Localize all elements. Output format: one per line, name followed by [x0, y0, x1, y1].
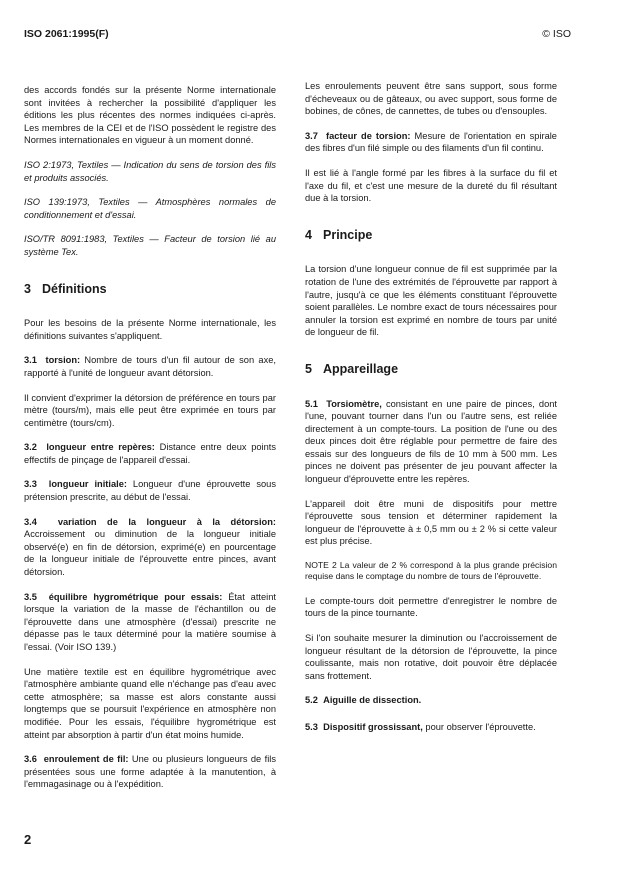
term: longueur entre repères:: [46, 442, 155, 453]
term: Dispositif grossissant,: [323, 722, 423, 732]
clause-5-1-paragraph-4: Si l'on souhaite mesurer la diminution ou l'accroissement de longueur résultant de la détorsion de l'éprouvette, la pince coulissante, mais non rotative, doit pouvoir être déplacée sans frottement.: [305, 633, 557, 681]
definition-3-6-continued: Les enroulements peuvent être sans support, sous forme d'écheveaux ou de gâteaux, ou avec support, sous forme de bobines, de cônes, de cannettes, de tubes ou d'ensouples.: [305, 81, 557, 117]
clause-5-1-paragraph-3: Le compte-tours doit permettre d'enregistrer le nombre de tours de la pince tournante.: [305, 595, 557, 619]
clause-number: 3.2: [24, 442, 37, 453]
section-4-heading: [305, 229, 557, 242]
definition-text: Distance entre deux points effectifs de pinçage de l'appareil d'essai.: [24, 442, 277, 465]
section-number: 4: [305, 227, 312, 242]
clause-5-1-paragraph-2: L'appareil doit être muni de dispositifs pour mettre l'éprouvette sous tension et déterminer rapidement la longueur de l'éprouvette à ± 0,5 mm ou ± 2 % si cette valeur est plus précise.: [305, 498, 557, 547]
definition-3-6: [24, 753, 276, 791]
left-column: [24, 84, 276, 803]
term: longueur initiale:: [48, 479, 127, 490]
definition-3-3: [24, 478, 276, 503]
page-number: 2: [24, 832, 32, 847]
term: facteur de torsion:: [326, 130, 411, 141]
definition-text: État atteint lorsque la variation de la masse de l'échantillon ou de l'éprouvette dans une atmosphère (d'essai) prescrite ne dépasse pas le taux déterminé pour la matière soumise à l'essai. (Voir ISO 139.): [24, 591, 276, 652]
term: Aiguille de dissection.: [323, 695, 422, 706]
section-number: 5: [305, 361, 312, 376]
clause-number: 3.3: [24, 479, 37, 490]
clause-number: 5.2: [305, 695, 318, 706]
section-3-intro: Pour les besoins de la présente Norme internationale, les définitions suivantes s'appliquent.: [24, 318, 276, 341]
definition-text: Longueur d'une éprouvette sous prétension prescrite, au début de l'essai.: [24, 479, 276, 503]
clause-number: 3.1: [24, 355, 37, 366]
definition-3-1: [24, 354, 276, 379]
clause-text: pour observer l'éprouvette.: [425, 722, 536, 732]
reference-iso2: ISO 2:1973, Textiles — Indication du sens de torsion des fils et produits associés.: [24, 159, 276, 183]
definition-text: Nombre de tours d'un fil autour de son axe, rapporté à l'unité de longueur avant détorsion.: [24, 355, 276, 378]
clause-5-1: [305, 398, 557, 486]
definition-3-4: [24, 516, 276, 579]
section-number: 3: [24, 281, 31, 296]
section-title: Appareillage: [323, 361, 399, 376]
clause-5-3: [305, 721, 557, 734]
reference-iso139: ISO 139:1973, Textiles — Atmosphères normales de conditionnement et d'essai.: [24, 197, 276, 220]
standard-number: ISO 2061:1995(F): [24, 28, 109, 40]
term: variation de la longueur à la détorsion:: [57, 516, 276, 527]
clause-number: 5.3: [305, 722, 318, 732]
definition-3-7: [305, 130, 557, 155]
clause-number: 3.4: [24, 516, 37, 527]
intro-paragraph: des accords fondés sur la présente Norme internationale sont invitées à rechercher la possibilité d'appliquer les éditions les plus récentes des normes indiquées ci-après. Les membres de la CEI et de l'ISO possèdent le registre des Normes internationales en vigueur à un moment donné.: [24, 85, 276, 146]
definition-text: Une ou plusieurs longueurs de fils présentées sous une forme adaptée à la manutention, à l'emmagasinage ou à l'expédition.: [24, 754, 276, 790]
term: Torsiomètre,: [326, 398, 382, 409]
definition-3-2: [24, 441, 276, 466]
section-4-text: La torsion d'une longueur connue de fil est supprimée par la rotation de l'une des extrémités de l'éprouvette par rapport à l'autre, jusqu'à ce que les éléments constituant l'éprouvette soient parallèles. Le nombre exact de tours nécessaires pour annuler la torsion est exprimé en nombre de tours par unité de longueur de fil.: [305, 264, 557, 338]
section-3-heading: [24, 283, 276, 296]
term: équilibre hygrométrique pour essais:: [48, 591, 223, 602]
term: enroulement de fil:: [43, 754, 129, 765]
clause-5-2: [305, 694, 557, 707]
definition-3-5: [24, 591, 276, 654]
definition-text: Mesure de l'orientation en spirale des fibres d'un filé simple ou des filaments d'un fil continu.: [305, 130, 557, 154]
term: torsion:: [45, 355, 81, 366]
clause-number: 3.7: [305, 130, 318, 141]
clause-number: 3.6: [24, 754, 37, 765]
clause-number: 5.1: [305, 398, 318, 409]
clause-number: 3.5: [24, 591, 37, 602]
section-5-heading: [305, 363, 557, 376]
definition-3-1-note: Il convient d'exprimer la détorsion de préférence en tours par mètre (tours/m), mais elle peut être exprimée en tours par centimètre (tours/cm).: [24, 392, 276, 428]
definition-3-5-note: Une matière textile est en équilibre hygrométrique avec l'atmosphère ambiante quand elle n'échange pas d'eau avec cette atmosphère; sa masse est alors constante aussi longtemps que se poursuit l'expérience en atmosphère non modifiée. Pour les essais, l'équilibre hygrométrique est atteint par absorption à partir d'un état moins humide.: [24, 666, 276, 740]
right-column: [305, 80, 557, 746]
definition-text: Accroissement ou diminution de la longueur initiale observé(e) en fin de détorsion, exprimé(e) en pourcentage de la longueur initiale de l'éprouvette entre pinces, avant détorsion.: [24, 529, 276, 578]
copyright-mark: © ISO: [542, 28, 571, 40]
section-title: Principe: [323, 227, 373, 242]
section-title: Définitions: [42, 281, 107, 296]
clause-text: consistant en une paire de pinces, dont l'une, pouvant tourner dans l'un ou l'autre sens, est reliée directement à un compte-tours. La position de l'une ou des deux pinces doit être réglable pour permettre de faire des essais sur des longueurs de fils de 10 mm à 500 mm. Les pinces ne doivent pas présenter de jeu pouvant affecter la longueur d'éprouvette entre les repères.: [305, 398, 558, 485]
definition-3-7-note: Il est lié à l'angle formé par les fibres à la surface du fil et l'axe du fil, et c'est une mesure de la dureté du fil résultant due à la torsion.: [305, 167, 557, 204]
reference-iso8091: ISO/TR 8091:1983, Textiles — Facteur de torsion lié au système Tex.: [24, 234, 276, 257]
note-2: NOTE 2 La valeur de 2 % correspond à la plus grande précision requise dans le comptage du nombre de tours de l'éprouvette.: [305, 560, 557, 582]
